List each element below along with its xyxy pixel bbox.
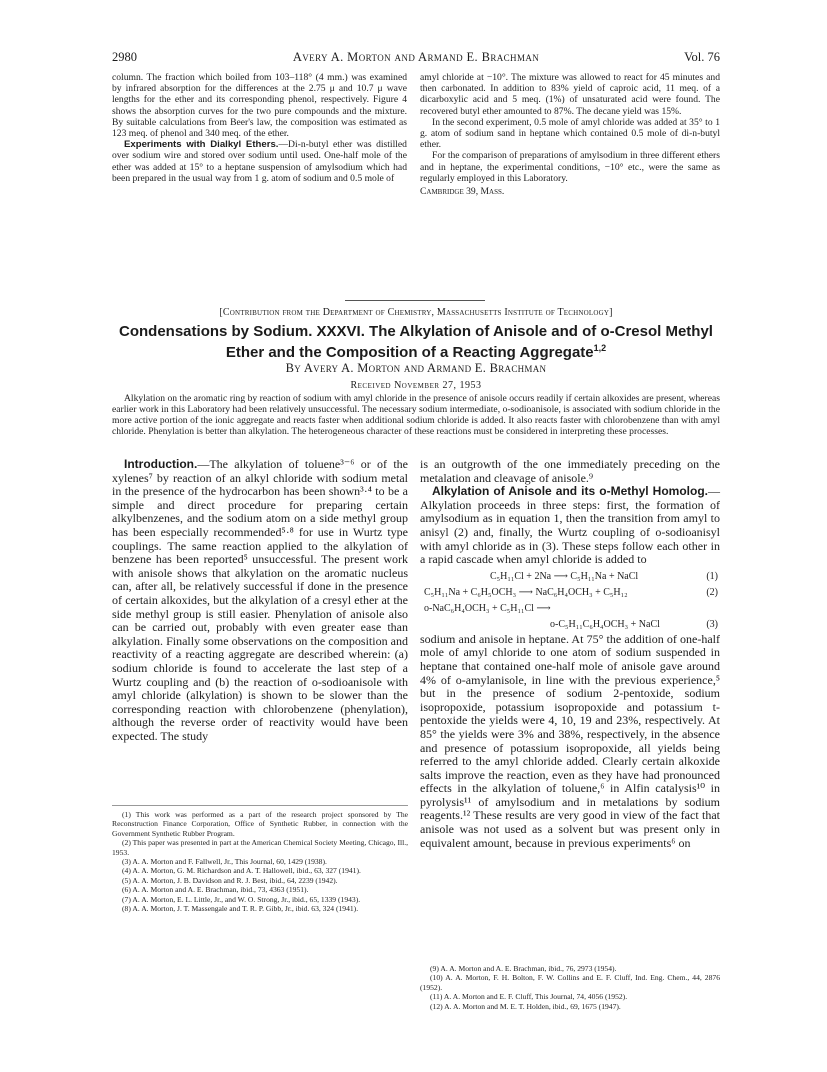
- footnotes-left: [112, 805, 408, 913]
- intro-paragraph: [112, 458, 408, 743]
- footnote: (3) A. A. Morton and F. Fallwell, Jr., This Journal, 60, 1429 (1938).: [122, 857, 327, 867]
- prev-paragraph: column. The fraction which boiled from 103–118° (4 mm.) was examined by infrared absorption for the differences at the 2.75 μ and 10.7 μ wave lengths for the ether and its corresponding phenol, respectively. Figure 4 shows the absorption curves for the two pure compounds and the mixture. By suitable calculations from Beer's law, the composition was estimated as 123 meq. of phenol and 340 meq. of the ether.: [112, 72, 407, 140]
- footnote: (10) A. A. Morton, F. H. Bolton, F. W. Collins and E. F. Cluff, Ind. Eng. Chem., 44, 2876 (1952).: [420, 973, 720, 992]
- alkylation-heading: Alkylation of Anisole and its o-Methyl Homolog.: [432, 484, 708, 499]
- received-date: Received November 27, 1953: [350, 380, 482, 391]
- equation-expression: o-NaC₆H₄OCH₃ + C₅H₁₁Cl ⟶: [424, 602, 551, 614]
- volume-label: Vol. 76: [684, 50, 720, 64]
- prev-paragraph: In the second experiment, 0.5 mole of amyl chloride was added at 35° to 1 g. atom of sodium sand in heptane which contained 0.5 mole of di-n-butyl ether.: [420, 116, 720, 151]
- footnote: (9) A. A. Morton and A. E. Brachman, ibid., 76, 2973 (1954).: [430, 964, 617, 973]
- abstract-text: Alkylation on the aromatic ring by reaction of sodium with amyl chloride in the presence of anisole occurs readily if certain alkoxides are present, whereas earlier work in this Laboratory had been relatively unsuccessful. The necessary sodium intermediate, o-sodioanisole, is associated with sodium chloride in the more active portion of the ionic aggregate and reacts faster when additional sodium chloride is added. It also reacts faster with chlorobenzene than with amyl chloride. Phenylation is better than alkylation. The heterogeneous character of these reactions must be considered in interpreting these processes.: [112, 393, 720, 437]
- footnote: (5) A. A. Morton, J. B. Davidson and R. J. Best, ibid., 64, 2239 (1942).: [122, 875, 338, 885]
- dialkyl-heading: Experiments with Dialkyl Ethers.: [124, 139, 279, 151]
- running-authors: Avery A. Morton and Armand E. Brachman: [292, 50, 540, 64]
- equation-block: [420, 570, 720, 631]
- footnote: (12) A. A. Morton and M. E. T. Holden, ibid., 69, 1675 (1947).: [430, 1001, 621, 1011]
- prev-paragraph: For the comparison of preparations of amylsodium in three different ethers and in heptane, the experimental conditions, −10° etc., were the same as regularly employed in this Laboratory.: [420, 150, 720, 184]
- article-title: [112, 323, 720, 361]
- footnote: (1) This work was performed as a part of the research project sponsored by The Reconstruction Finance Corporation, Office of Synthetic Rubber, in connection with the Government Synthetic Rubber Program.: [112, 810, 408, 838]
- equation-expression: C₅H₁₁Cl + 2Na ⟶ C₅H₁₁Na + NaCl: [490, 570, 639, 582]
- location: Cambridge 39, Mass.: [420, 186, 505, 198]
- title-footnote-marks: 1,2: [593, 343, 607, 353]
- footnote: (2) This paper was presented in part at the American Chemical Society Meeting, Chicago, Ill., 1953.: [112, 838, 408, 857]
- body-right-column: [420, 458, 720, 850]
- footnote-rule: [112, 805, 408, 806]
- intro-text: —The alkylation of toluene³⁻⁶ or of the xylenes⁷ by reaction of an alkyl chloride with sodium metal in the presence of the hydrocarbon has been shown³·⁴ to be a simple and direct procedure for preparing certain alkylbenzenes, and the sodium atom on a side methyl group has been especially recommended⁵·⁸ for use in Wurtz type couplings. The same reaction applied to the alkylation of benzene has been reported⁵ unsuccessful. The present work with anisole shows that alkylation on the aromatic nucleus can, after all, be relatively successful if done in the presence of certain alkoxides, but the alkylation of a cresyl ether at the side methyl group is still easier. Phenylation of anisole also can be carried out, probably with even greater ease than alkylation. Finally some observations on the composition and reactivity of a reacting aggregate are described wherein: (a) sodium chloride is found to accelerate the last step of a Wurtz coupling and (b) the reaction of o-sodioanisole with amyl chloride (alkylation) is shown to be slower than the corresponding reaction with chlorobenzene (phenylation), although the reverse order of reactivity would have been expected. The study: [112, 457, 408, 743]
- body-left-column: [112, 458, 408, 743]
- intro-continuation: is an outgrowth of the one immediately preceding on the metalation and cleavage of anisole.⁹: [420, 457, 720, 485]
- equation-1: [420, 570, 720, 583]
- equation-expression: C₅H₁₁Na + C₆H₅OCH₃ ⟶ NaC₆H₄OCH₃ + C₅H₁₂: [424, 586, 628, 598]
- footnote: (7) A. A. Morton, E. L. Little, Jr., and W. O. Strong, Jr., ibid., 65, 1339 (1943).: [122, 894, 361, 904]
- running-header: [112, 50, 720, 66]
- equation-expression: o-C₅H₁₁C₆H₄OCH₃ + NaCl: [550, 618, 660, 630]
- prev-paragraph: [112, 139, 407, 184]
- footnote: (8) A. A. Morton, J. T. Massengale and T. R. P. Gibb, Jr., ibid. 63, 324 (1941).: [122, 904, 359, 914]
- alkylation-results-paragraph: sodium and anisole in heptane. At 75° the addition of one-half mole of amyl chloride to one atom of sodium suspended in heptane that contained one-half mole of anisole gave around 4% of o-amylanisole, in line with the previous experience,⁵ but in the presence of sodium 2-pentoxide, sodium isopropoxide, potassium isopropoxide and potassium t-pentoxide the yields were 4, 10, 19 and 23%, respectively. At 85° the yields were 3% and 38%, respectively, in the absence and presence of potassium isopropoxide, all yields being referred to the amyl chloride added. Clearly certain alkoxide salts improve the reaction, even as they have had pronounced effects in the alkylation of toluene,⁶ in Alfin catalysis¹⁰ in pyrolysis¹¹ of amylsodium and in metalations by sodium reagents.¹² These results are very good in view of the fact that anisole was not used as a solvent but was present only in equivalent amount, because in previous experiments⁶ on: [420, 631, 720, 850]
- alkylation-text: —Alkylation proceeds in three steps: first, the formation of amylsodium as in equation 1, then the transition from amyl to anisyl (2) and, finally, the Wurtz coupling of o-sodioanisyl with amyl chloride as in (3). These steps follow each other in a rapid cascade when amyl chloride is added to: [420, 484, 720, 567]
- equation-2: [420, 586, 720, 599]
- equation-number: (2): [706, 586, 718, 598]
- previous-article-right-column: [420, 72, 720, 197]
- byline: By Avery A. Morton and Armand E. Brachman: [285, 361, 547, 375]
- footnote: (4) A. A. Morton, G. M. Richardson and A. T. Hallowell, ibid., 63, 327 (1941).: [122, 866, 361, 876]
- title-line-2: Ether and the Composition of a Reacting Aggregate$^{1,2}$: [225, 343, 607, 361]
- equation-3b: [420, 618, 720, 631]
- alkylation-paragraph: [420, 485, 720, 567]
- contribution-line: [Contribution from the Department of Chemistry, Massachusetts Institute of Technology]: [219, 307, 613, 318]
- abstract: [112, 393, 720, 437]
- section-divider: [345, 300, 485, 301]
- footnotes-right: [420, 964, 720, 1011]
- prev-paragraph: amyl chloride at −10°. The mixture was allowed to react for 45 minutes and then carbonated. In addition to 83% yield of caproic acid, 11 meq. of a dicarboxylic acid and 5 meq. (1%) of unsaturated acid were found. The recovered butyl ether amounted to 87%. The decane yield was 15%.: [420, 72, 720, 117]
- intro-heading: Introduction.: [124, 457, 198, 471]
- dialkyl-text: —Di-n-butyl ether was distilled over sodium wire and stored over sodium until used. One-half mole of the ether was added at 15° to a heptane suspension of amylsodium which had been prepared in the usual way from 1 g. atom of sodium and 0.5 mole of: [112, 139, 407, 184]
- page-number: 2980: [112, 50, 137, 64]
- equation-number: (1): [706, 570, 718, 582]
- footnote: (6) A. A. Morton and A. E. Brachman, ibid., 73, 4363 (1951).: [122, 885, 309, 895]
- title-line-1: Condensations by Sodium. XXXVI. The Alkylation of Anisole and of o-Cresol Methyl: [119, 323, 713, 340]
- equation-3a: [420, 602, 720, 615]
- equation-number: (3): [706, 618, 718, 630]
- footnote: (11) A. A. Morton and E. F. Cluff, This Journal, 74, 4056 (1952).: [430, 992, 628, 1002]
- previous-article-left-column: [112, 72, 407, 184]
